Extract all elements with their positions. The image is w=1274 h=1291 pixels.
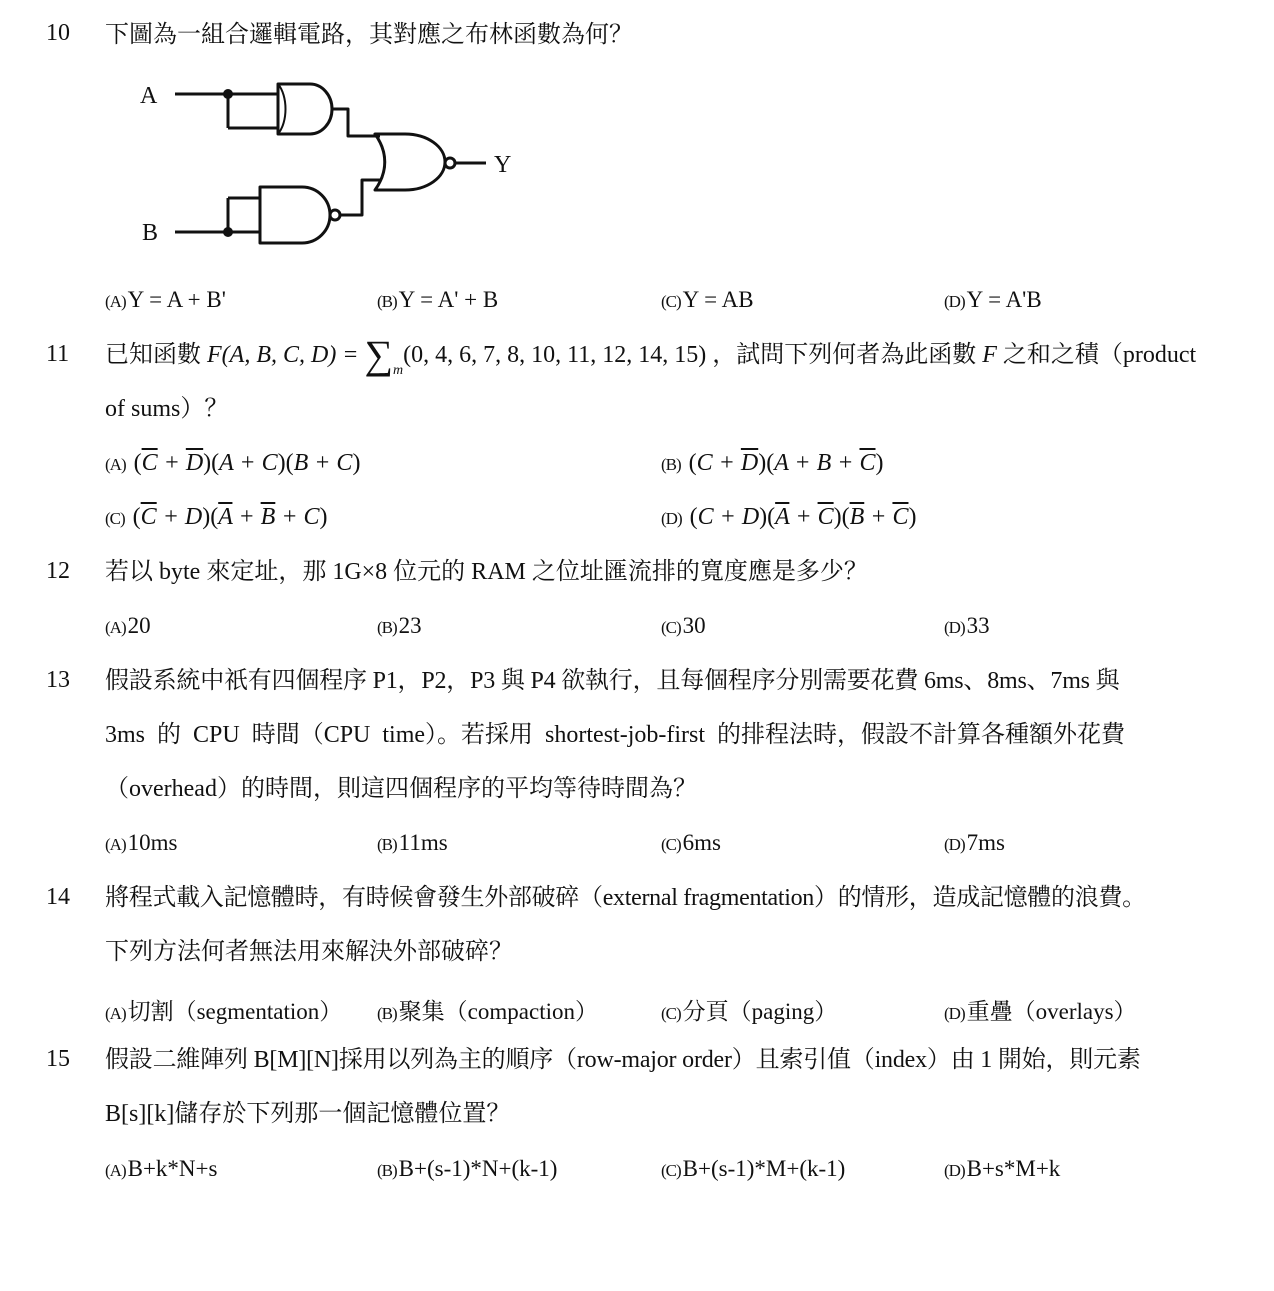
option-c[interactable]: (C)分頁（paging） xyxy=(661,999,838,1024)
question-text-line1: 假設二維陣列 B[M][N]採用以列為主的順序（row-major order）且索引值（index）由 1 開始，則元素 xyxy=(105,1047,1141,1073)
option-b[interactable]: (B) $(C + \overline{D})(A + B + \overline{C})$ xyxy=(661,450,884,476)
option-a[interactable]: (A)B+k*N+s xyxy=(105,1156,218,1181)
option-a[interactable]: (A) $(\overline{C} + \overline{D})(A + C)(B + C)$ xyxy=(105,450,361,476)
question-number: 10 xyxy=(46,20,70,46)
option-d[interactable]: (D)7ms xyxy=(944,830,1005,855)
question-text: 已知函數 F(A, B, C, $D) = \sum_m(0$, 4, 6, 7, 8, 10, 11, 12, 14, 15) ，試問下列何者為此函數 F 之和之積（product xyxy=(105,332,1197,378)
question-number: 11 xyxy=(46,341,70,367)
option-a[interactable]: (A)10ms xyxy=(105,830,178,855)
option-d[interactable]: (D)重疊（overlays） xyxy=(944,999,1137,1024)
option-d[interactable]: (D)B+s*M+k xyxy=(944,1156,1061,1181)
option-d[interactable]: (D) $(C + D)(\overline{A} + \overline{C})(\overline{B} + \overline{C})$ xyxy=(661,504,917,530)
option-c[interactable]: (C)6ms xyxy=(661,830,722,855)
question-number: 12 xyxy=(46,558,70,584)
option-d[interactable]: (D)33 xyxy=(944,613,990,638)
option-c[interactable]: (C)B+(s-1)*M+(k-1) xyxy=(661,1156,846,1181)
option-b[interactable]: (B)聚集（compaction） xyxy=(377,999,598,1024)
question-number: 13 xyxy=(46,667,70,693)
question-number: 15 xyxy=(46,1046,70,1072)
nand-bubble-2 xyxy=(330,210,340,220)
question-text: 若以 byte 來定址，那 1G×8 位元的 RAM 之位址匯流排的寬度應是多少？ xyxy=(105,559,868,585)
option-a[interactable]: (A)切割（segmentation） xyxy=(105,999,343,1024)
question-text-line1: 將程式載入記憶體時，有時候會發生外部破碎（external fragmentation）的情形，造成記憶體的浪費。 xyxy=(105,885,1146,911)
option-c[interactable]: (C) $(\overline{C} + D)(\overline{A} + \overline{B} + C)$ xyxy=(105,504,328,530)
label-y: Y xyxy=(494,152,512,178)
option-b[interactable]: (B)23 xyxy=(377,613,422,638)
question-text-line2: of sums）？ xyxy=(105,396,229,422)
nand-gate-3 xyxy=(375,134,445,190)
option-a[interactable]: (A)Y = A + B' xyxy=(105,287,226,312)
label-b: B xyxy=(142,220,159,246)
question-text-line2: B[s][k]儲存於下列那一個記憶體位置？ xyxy=(105,1101,511,1127)
logic-circuit-diagram xyxy=(130,72,550,272)
question-text-line2: 3ms 的 CPU 時間（CPU time）。若採用 shortest-job-first 的排程法時，假設不計算各種額外花費 xyxy=(105,722,1126,748)
option-b[interactable]: (B)11ms xyxy=(377,830,448,855)
question-number: 14 xyxy=(46,884,70,910)
question-text: 下圖為一組合邏輯電路，其對應之布林函數為何？ xyxy=(105,22,633,48)
option-b[interactable]: (B)Y = A' + B xyxy=(377,287,499,312)
option-a[interactable]: (A)20 xyxy=(105,613,151,638)
option-d[interactable]: (D)Y = A'B xyxy=(944,287,1042,312)
option-c[interactable]: (C)30 xyxy=(661,613,706,638)
question-text-line1: 假設系統中祇有四個程序 P1，P2，P3 與 P4 欲執行，且每個程序分別需要花費 6ms、8ms、7ms 與 xyxy=(105,668,1120,694)
question-text-line2: 下列方法何者無法用來解決外部破碎？ xyxy=(105,939,513,965)
nand-gate-2 xyxy=(260,187,330,243)
nand-bubble-3 xyxy=(445,158,455,168)
question-text-line3: （overhead）的時間，則這四個程序的平均等待時間為？ xyxy=(105,776,697,802)
option-c[interactable]: (C)Y = AB xyxy=(661,287,754,312)
label-a: A xyxy=(140,83,158,109)
option-b[interactable]: (B)B+(s-1)*N+(k-1) xyxy=(377,1156,558,1181)
